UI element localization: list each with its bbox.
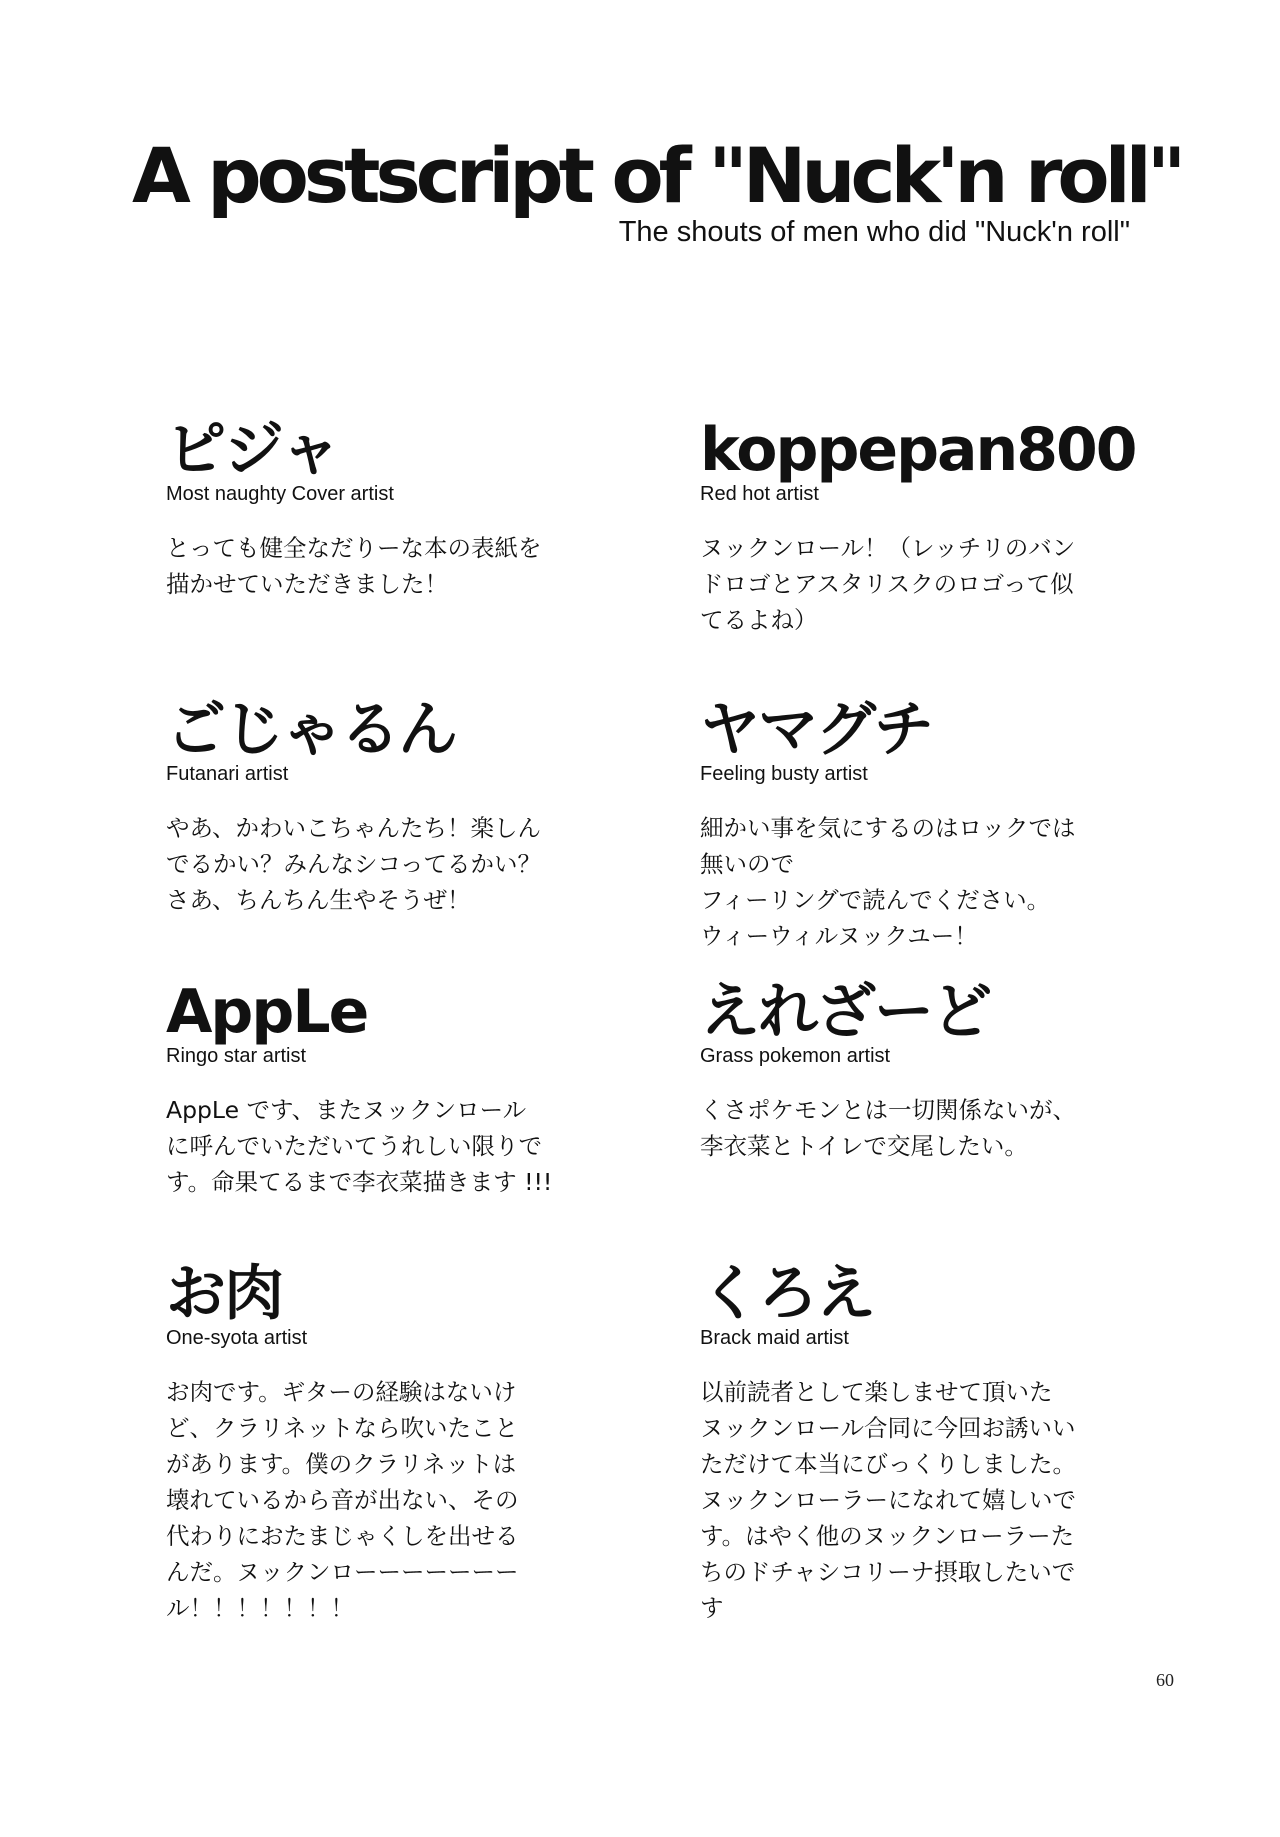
artist-name: えれざーど <box>700 977 990 1047</box>
artist-card <box>166 977 596 1200</box>
artist-card <box>700 1259 1130 1626</box>
artist-card <box>700 695 1130 954</box>
artist-role: Feeling busty artist <box>700 763 868 785</box>
artist-role: Most naughty Cover artist <box>166 483 394 505</box>
artist-role: Brack maid artist <box>700 1327 849 1349</box>
artist-card <box>166 415 596 602</box>
artist-message: AppLe です、またヌックンロール に呼んでいただいてうれしい限りで す。命果てるまで李衣菜描きます !!! <box>166 1096 553 1196</box>
artist-message: くさポケモンとは一切関係ないが、 李衣菜とトイレで交尾したい。 <box>700 1096 1076 1160</box>
artist-name: koppepan800 <box>700 415 1136 485</box>
artist-name: ピジャ <box>166 415 339 485</box>
artist-message: ヌックンロール！（レッチリのバン ドロゴとアスタリスクのロゴって似 てるよね） <box>700 534 1076 634</box>
artist-message: 以前読者として楽しませて頂いた ヌックンロール合同に今回お誘いい ただけて本当にびっくりしました。 ヌックンローラーになれて嬉しいで す。はやく他のヌックンローラーた ちのドチャシコリーナ摂取したいで す <box>700 1378 1076 1622</box>
page-subtitle: The shouts of men who did "Nuck'n roll" <box>618 216 1130 248</box>
artist-message: やあ、かわいこちゃんたち！楽しん でるかい？みんなシコってるかい？ さあ、ちんちん生やそうぜ！ <box>166 814 542 914</box>
artist-name: ヤマグチ <box>700 695 932 765</box>
artist-card <box>166 695 596 918</box>
artist-name: くろえ <box>700 1259 874 1329</box>
artist-card <box>166 1259 596 1626</box>
artist-role: One-syota artist <box>166 1327 308 1349</box>
page-number: 60 <box>1156 1670 1174 1690</box>
artist-name: お肉 <box>166 1259 282 1329</box>
artist-name: AppLe <box>166 977 368 1047</box>
artist-role: Red hot artist <box>700 483 819 505</box>
artist-role: Futanari artist <box>166 763 289 785</box>
page-title: A postscript of "Nuck'n roll" <box>132 131 1182 220</box>
artist-role: Grass pokemon artist <box>700 1045 891 1067</box>
artist-card <box>700 415 1136 638</box>
artist-name: ごじゃるん <box>166 695 456 765</box>
artist-message: 細かい事を気にするのはロックでは 無いので フィーリングで読んでください。 ウィーウィルヌックユー！ <box>700 814 1076 950</box>
artist-message: お肉です。ギターの経験はないけ ど、クラリネットなら吹いたこと があります。僕のクラリネットは 壊れているから音が出ない、その 代わりにおたまじゃくしを出せる んだ。ヌックンローーーーーーー ル！！！！！！！ <box>166 1378 519 1622</box>
artist-card <box>700 977 1130 1164</box>
artist-message: とっても健全なだりーな本の表紙を 描かせていただきました！ <box>166 534 542 598</box>
artist-role: Ringo star artist <box>166 1045 307 1067</box>
